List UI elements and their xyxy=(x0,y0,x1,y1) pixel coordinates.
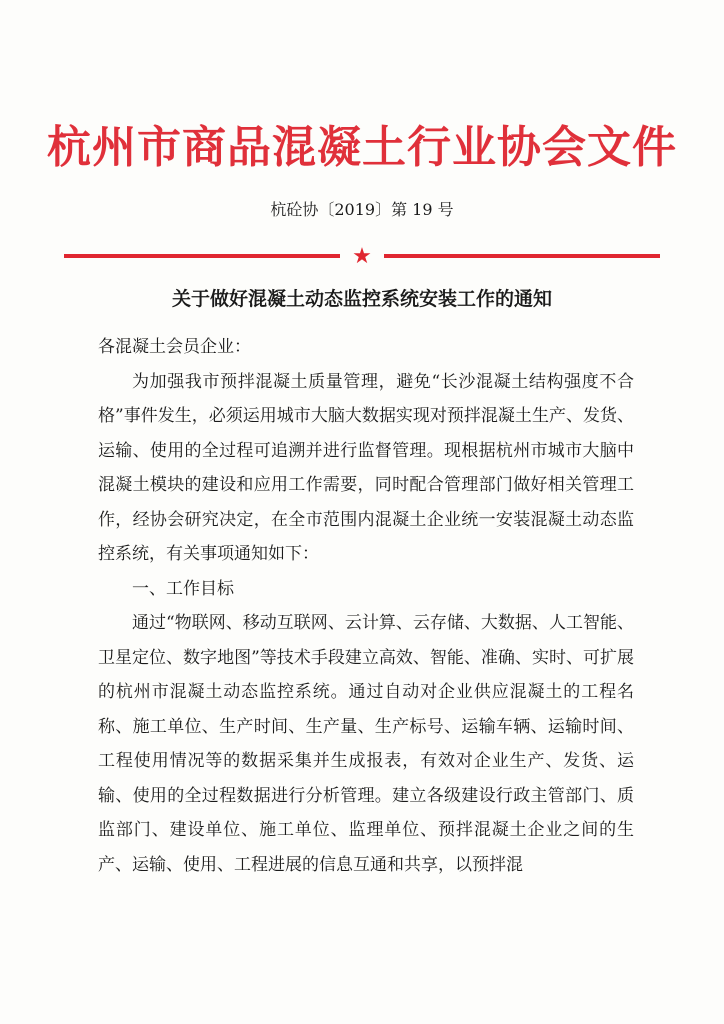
separator-graphic xyxy=(64,244,660,268)
separator-star-icon: ★ xyxy=(352,244,372,268)
section-heading-goals: 一、工作目标 xyxy=(132,578,234,599)
red-separator xyxy=(64,244,660,268)
paragraph-goals: 通过“物联网、移动互联网、云计算、云存储、大数据、人工智能、卫星定位、数字地图”等技术手段建立高效、智能、准确、实时、可扩展的杭州市混凝土动态监控系统。通过自动对企业供应混凝土的工程名称、施工单位、生产时间、生产量、生产标号、运输车辆、运输时间、工程使用情况等的数据采集并生成报表，有效对企业生产、发货、运输、使用的全过程数据进行分析管理。建立各级建设行政主管部门、质监部门、建设单位、施工单位、监理单位、预拌混凝土企业之间的生产、运输、使用、工程进展的信息互通和共享，以预拌混 xyxy=(98,613,634,875)
paragraph-intro: 为加强我市预拌混凝土质量管理，避免“长沙混凝土结构强度不合格”事件发生，必须运用城市大脑大数据实现对预拌混凝土生产、发货、运输、使用的全过程可追溯并进行监督管理。现根据杭州市城市大脑中混凝土模块的建设和应用工作需要，同时配合管理部门做好相关管理工作，经协会研究决定，在全市范围内混凝土企业统一安装混凝土动态监控系统，有关事项通知如下： xyxy=(98,371,634,564)
salutation: 各混凝土会员企业： xyxy=(98,337,251,357)
document-number: 杭砼协〔2019〕第 19 号 xyxy=(270,200,454,219)
letterhead-title: 杭州市商品混凝土行业协会文件 xyxy=(47,122,677,173)
notice-body xyxy=(98,330,634,882)
notice-title: 关于做好混凝土动态监控系统安装工作的通知 xyxy=(171,288,552,310)
